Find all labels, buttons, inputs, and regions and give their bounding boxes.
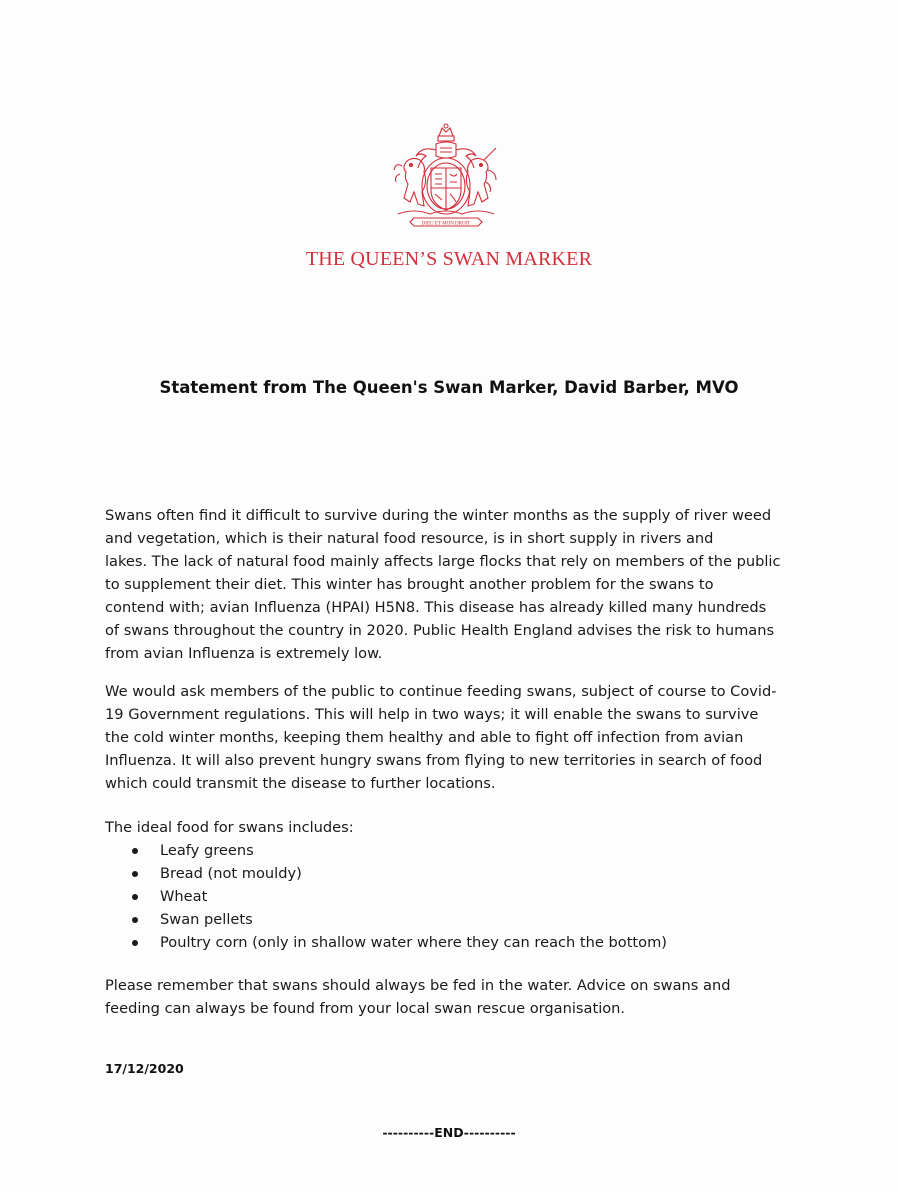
- text-line: Influenza. It will also prevent hungry swans from flying to new territories in search of food: [105, 752, 763, 769]
- text-line: lakes. The lack of natural food mainly affects large flocks that rely on members of the public: [105, 553, 781, 570]
- bullet-icon: [132, 917, 138, 923]
- food-list-intro: The ideal food for swans includes:: [105, 819, 354, 836]
- list-item: Leafy greens: [130, 839, 667, 862]
- text-line: Please remember that swans should always be fed in the water. Advice on swans and: [105, 977, 731, 994]
- text-line: Swans often find it difficult to survive during the winter months as the supply of river weed: [105, 507, 772, 524]
- text-line: the cold winter months, keeping them healthy and able to fight off infection from avian: [105, 729, 744, 746]
- list-item: Bread (not mouldy): [130, 862, 667, 885]
- paragraph-feeding-request: [105, 680, 795, 795]
- list-item: Wheat: [130, 885, 667, 908]
- paragraph-winter-survival: [105, 504, 795, 665]
- paragraph-feeding-advice: [105, 974, 795, 1020]
- list-item: Swan pellets: [130, 908, 667, 931]
- text-line: We would ask members of the public to continue feeding swans, subject of course to Covid-: [105, 683, 777, 700]
- text-line: which could transmit the disease to further locations.: [105, 775, 496, 792]
- text-line: to supplement their diet. This winter has brought another problem for the swans to: [105, 576, 714, 593]
- list-item: Poultry corn (only in shallow water where they can reach the bottom): [130, 931, 667, 954]
- bullet-icon: [132, 848, 138, 854]
- end-marker: ----------END----------: [382, 1125, 516, 1140]
- text-line: contend with; avian Influenza (HPAI) H5N8. This disease has already killed many hundreds: [105, 599, 767, 616]
- text-line: and vegetation, which is their natural food resource, is in short supply in rivers and: [105, 530, 714, 547]
- text-line: from avian Influenza is extremely low.: [105, 645, 383, 662]
- organisation-title: THE QUEEN’S SWAN MARKER: [305, 248, 593, 270]
- text-line: feeding can always be found from your local swan rescue organisation.: [105, 1000, 626, 1017]
- text-line: of swans throughout the country in 2020. Public Health England advises the risk to humans: [105, 622, 775, 639]
- text-line: 19 Government regulations. This will help in two ways; it will enable the swans to survive: [105, 706, 759, 723]
- bullet-icon: [132, 894, 138, 900]
- royal-coat-of-arms-icon: [384, 122, 508, 232]
- statement-heading: Statement from The Queen's Swan Marker, David Barber, MVO: [159, 378, 739, 397]
- bullet-icon: [132, 940, 138, 946]
- bullet-icon: [132, 871, 138, 877]
- svg-text:DIEU ET MON DROIT: DIEU ET MON DROIT: [421, 221, 471, 227]
- food-list: [130, 839, 667, 954]
- statement-date: 17/12/2020: [105, 1061, 184, 1076]
